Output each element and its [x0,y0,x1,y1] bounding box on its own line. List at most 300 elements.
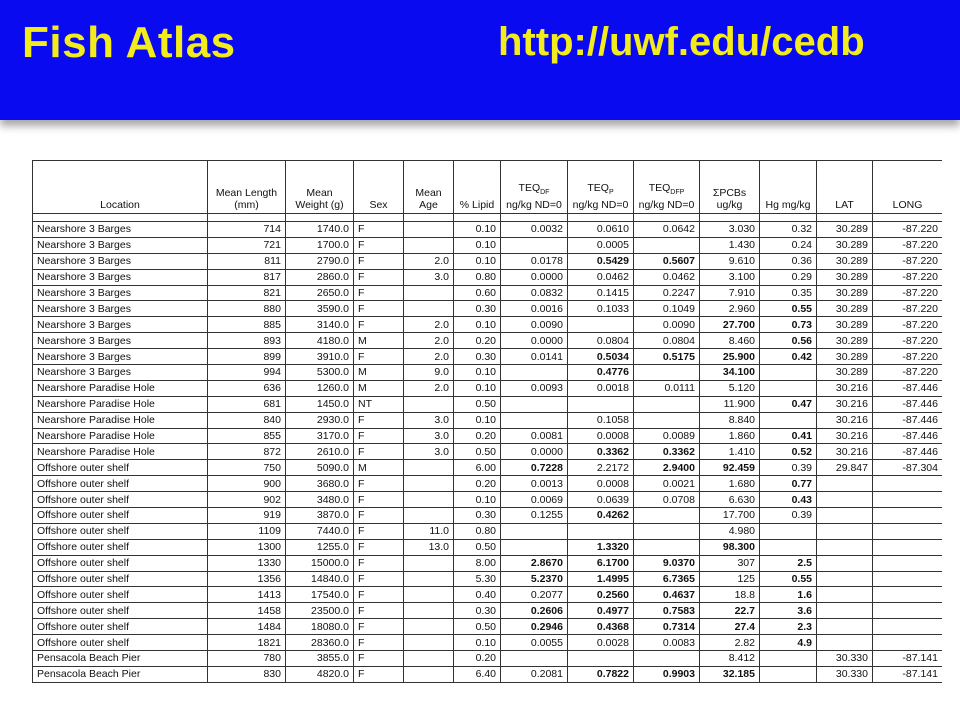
cell-pcbs: 7.910 [700,285,760,301]
cell-lat [817,571,873,587]
table-row [33,476,943,492]
cell-pcbs: 18.8 [700,587,760,603]
cell-lipid: 0.30 [454,349,501,365]
cell-lipid: 0.20 [454,476,501,492]
cell-pcbs: 1.430 [700,237,760,253]
cell-pcbs: 2.82 [700,635,760,651]
cell-weight: 1260.0 [286,380,354,396]
cell-teq-p: 0.0462 [568,269,634,285]
teq-dfp-sub: DFP [670,189,685,196]
cell-long [873,539,943,555]
cell-long [873,619,943,635]
cell-teq-p: 0.0804 [568,333,634,349]
cell-location: Nearshore 3 Barges [33,222,208,238]
teq-df-base: TEQ [518,181,541,194]
cell-age [404,666,454,682]
cell-location: Offshore outer shelf [33,587,208,603]
cell-teq-df [501,396,568,412]
cell-age: 2.0 [404,253,454,269]
cell-length: 1109 [208,523,286,539]
cell-weight: 4820.0 [286,666,354,682]
cell-location: Nearshore 3 Barges [33,317,208,333]
cell-pcbs: 5.120 [700,380,760,396]
cell-hg: 0.24 [760,237,817,253]
cell-age [404,571,454,587]
cell-sex: F [354,412,404,428]
cell-teq-df: 0.0055 [501,635,568,651]
cell-length: 830 [208,666,286,682]
cell-long: -87.220 [873,222,943,238]
cell-location: Pensacola Beach Pier [33,666,208,682]
cell-weight: 1700.0 [286,237,354,253]
cell-long: -87.304 [873,460,943,476]
cell-weight: 3170.0 [286,428,354,444]
cell-long [873,571,943,587]
cell-teq-df [501,523,568,539]
cell-lipid: 0.10 [454,253,501,269]
teq-p-sub: P [608,189,614,196]
cell-teq-df: 0.0090 [501,317,568,333]
cell-teq-dfp [634,523,700,539]
cell-location: Offshore outer shelf [33,460,208,476]
cell-weight: 5090.0 [286,460,354,476]
cell-hg: 0.77 [760,476,817,492]
cell-weight: 17540.0 [286,587,354,603]
cell-teq-p: 0.4977 [568,603,634,619]
cell-age [404,460,454,476]
cell-location: Nearshore 3 Barges [33,301,208,317]
cell-pcbs: 125 [700,571,760,587]
cell-weight: 3855.0 [286,651,354,667]
cell-pcbs: 2.960 [700,301,760,317]
cell-long [873,508,943,524]
cell-weight: 3480.0 [286,492,354,508]
cell-teq-dfp [634,412,700,428]
cell-weight: 18080.0 [286,619,354,635]
cell-pcbs: 1.860 [700,428,760,444]
cell-sex: F [354,571,404,587]
cell-teq-df: 0.1255 [501,508,568,524]
cell-hg: 4.9 [760,635,817,651]
cell-teq-dfp: 2.9400 [634,460,700,476]
cell-age [404,285,454,301]
cell-age [404,603,454,619]
cell-teq-df [501,412,568,428]
cell-teq-dfp: 0.5175 [634,349,700,365]
cell-teq-p: 0.0610 [568,222,634,238]
cell-length: 1484 [208,619,286,635]
cell-location: Offshore outer shelf [33,539,208,555]
cell-pcbs: 3.100 [700,269,760,285]
table-header-row [33,161,943,214]
cell-teq-df [501,237,568,253]
cell-hg: 0.35 [760,285,817,301]
cell-lat [817,492,873,508]
cell-teq-dfp: 0.0083 [634,635,700,651]
cell-teq-dfp: 9.0370 [634,555,700,571]
cell-location: Nearshore Paradise Hole [33,396,208,412]
cell-length: 880 [208,301,286,317]
table-row [33,301,943,317]
cell-long [873,603,943,619]
cell-long: -87.141 [873,666,943,682]
cell-hg: 0.39 [760,508,817,524]
cell-location: Pensacola Beach Pier [33,651,208,667]
table-row [33,539,943,555]
column-header-sex: Sex [354,161,404,214]
cell-pcbs: 1.410 [700,444,760,460]
cell-lat: 30.289 [817,222,873,238]
cell-lipid: 0.20 [454,651,501,667]
cell-sex: F [354,651,404,667]
cell-hg: 0.52 [760,444,817,460]
cell-age [404,396,454,412]
cell-length: 1821 [208,635,286,651]
cell-lat: 30.289 [817,285,873,301]
cell-lipid: 0.40 [454,587,501,603]
teq-dfp-units: ng/kg ND=0 [638,199,695,211]
cell-lipid: 0.10 [454,492,501,508]
cell-age [404,619,454,635]
cell-teq-p: 0.3362 [568,444,634,460]
cell-long [873,523,943,539]
table-row [33,285,943,301]
cell-weight: 2860.0 [286,269,354,285]
cell-teq-p: 0.0018 [568,380,634,396]
cell-teq-dfp [634,651,700,667]
cell-teq-dfp [634,365,700,381]
cell-lipid: 0.10 [454,635,501,651]
cell-lat [817,523,873,539]
cell-hg: 0.47 [760,396,817,412]
cell-hg: 2.3 [760,619,817,635]
cell-teq-dfp: 0.3362 [634,444,700,460]
cell-teq-p [568,317,634,333]
cell-teq-p: 1.4995 [568,571,634,587]
cell-teq-dfp: 0.7314 [634,619,700,635]
cell-lipid: 0.10 [454,412,501,428]
cell-lat: 30.216 [817,380,873,396]
cell-long: -87.446 [873,428,943,444]
cell-long [873,492,943,508]
cell-teq-p: 0.5034 [568,349,634,365]
cell-long [873,476,943,492]
cell-age: 13.0 [404,539,454,555]
cell-lat: 29.847 [817,460,873,476]
cell-pcbs: 1.680 [700,476,760,492]
cell-weight: 15000.0 [286,555,354,571]
cell-teq-dfp: 0.5607 [634,253,700,269]
cell-lipid: 0.80 [454,269,501,285]
cell-sex: F [354,237,404,253]
cell-weight: 14840.0 [286,571,354,587]
teq-p-units: ng/kg ND=0 [572,199,629,211]
cell-age [404,508,454,524]
cell-hg [760,380,817,396]
cell-teq-dfp: 0.0642 [634,222,700,238]
cell-age [404,476,454,492]
cell-lipid: 0.10 [454,237,501,253]
cell-lat: 30.289 [817,349,873,365]
column-header-location: Location [33,161,208,214]
table-row [33,222,943,238]
cell-pcbs: 92.459 [700,460,760,476]
table-row [33,396,943,412]
cell-long: -87.220 [873,253,943,269]
cell-location: Nearshore Paradise Hole [33,444,208,460]
cell-teq-df: 0.7228 [501,460,568,476]
cell-lipid: 0.10 [454,380,501,396]
cell-length: 885 [208,317,286,333]
cell-age [404,222,454,238]
cell-pcbs: 17.700 [700,508,760,524]
cell-long: -87.220 [873,237,943,253]
cell-length: 714 [208,222,286,238]
cell-long: -87.141 [873,651,943,667]
cell-long: -87.446 [873,444,943,460]
cell-sex: F [354,555,404,571]
cell-hg: 0.41 [760,428,817,444]
cell-sex: M [354,365,404,381]
cell-long [873,635,943,651]
column-header-lat: LAT [817,161,873,214]
cell-teq-dfp: 0.9903 [634,666,700,682]
cell-lipid: 0.30 [454,301,501,317]
cell-teq-dfp [634,539,700,555]
cell-lipid: 0.10 [454,222,501,238]
column-header-length: Mean Length (mm) [208,161,286,214]
cell-hg: 3.6 [760,603,817,619]
cell-teq-p: 0.0639 [568,492,634,508]
cell-location: Offshore outer shelf [33,571,208,587]
cell-sex: F [354,349,404,365]
column-header-teq-df [501,161,568,214]
cell-sex: F [354,285,404,301]
cell-age [404,492,454,508]
cell-lat [817,508,873,524]
cell-sex: F [354,269,404,285]
cell-lat [817,539,873,555]
cell-lipid: 0.50 [454,539,501,555]
table-spacer-row [33,214,943,222]
cell-long: -87.220 [873,333,943,349]
table-row [33,666,943,682]
cell-long: -87.220 [873,269,943,285]
cell-pcbs: 8.460 [700,333,760,349]
column-header-pcbs: ΣPCBs ug/kg [700,161,760,214]
cell-weight: 28360.0 [286,635,354,651]
cell-teq-dfp: 0.2247 [634,285,700,301]
cell-teq-dfp: 0.0804 [634,333,700,349]
cell-hg [760,666,817,682]
table-row [33,349,943,365]
table-row [33,317,943,333]
cell-teq-dfp: 0.0462 [634,269,700,285]
cell-teq-p: 0.7822 [568,666,634,682]
cell-pcbs: 4.980 [700,523,760,539]
cell-lipid: 5.30 [454,571,501,587]
cell-teq-df: 0.2606 [501,603,568,619]
data-table-container [32,160,942,695]
cell-weight: 2930.0 [286,412,354,428]
cell-hg: 0.32 [760,222,817,238]
cell-pcbs: 8.840 [700,412,760,428]
cell-location: Offshore outer shelf [33,476,208,492]
cell-sex: NT [354,396,404,412]
cell-age: 2.0 [404,349,454,365]
cell-teq-df: 0.0069 [501,492,568,508]
cell-pcbs: 98.300 [700,539,760,555]
table-row [33,237,943,253]
cell-hg: 2.5 [760,555,817,571]
cell-lat [817,555,873,571]
cell-teq-df [501,365,568,381]
cell-long: -87.446 [873,412,943,428]
cell-long: -87.220 [873,301,943,317]
cell-teq-dfp [634,237,700,253]
cell-location: Offshore outer shelf [33,603,208,619]
cell-age: 3.0 [404,428,454,444]
cell-lat: 30.289 [817,253,873,269]
cell-sex: F [354,587,404,603]
cell-sex: F [354,508,404,524]
cell-location: Nearshore 3 Barges [33,237,208,253]
cell-lat: 30.289 [817,365,873,381]
cell-long: -87.446 [873,380,943,396]
cell-teq-dfp: 0.4637 [634,587,700,603]
cell-weight: 3140.0 [286,317,354,333]
cell-teq-p: 0.1058 [568,412,634,428]
cell-teq-dfp: 6.7365 [634,571,700,587]
cell-teq-df: 0.0000 [501,333,568,349]
cell-sex: M [354,333,404,349]
cell-teq-p: 0.0008 [568,476,634,492]
cell-long: -87.220 [873,349,943,365]
cell-location: Nearshore 3 Barges [33,269,208,285]
cell-length: 840 [208,412,286,428]
cell-lat: 30.330 [817,651,873,667]
cell-pcbs: 25.900 [700,349,760,365]
cell-length: 902 [208,492,286,508]
page-url-link[interactable]: http://uwf.edu/cedb [498,20,865,64]
cell-teq-p: 0.4368 [568,619,634,635]
cell-lipid: 0.20 [454,428,501,444]
table-row [33,444,943,460]
cell-teq-df: 0.0016 [501,301,568,317]
cell-age [404,635,454,651]
cell-lat: 30.216 [817,444,873,460]
cell-length: 899 [208,349,286,365]
cell-age: 2.0 [404,317,454,333]
cell-sex: F [354,666,404,682]
cell-pcbs: 27.4 [700,619,760,635]
cell-sex: F [354,317,404,333]
cell-teq-df: 0.0141 [501,349,568,365]
cell-teq-p: 0.0008 [568,428,634,444]
table-row [33,508,943,524]
cell-location: Offshore outer shelf [33,523,208,539]
cell-teq-df: 0.0000 [501,444,568,460]
teq-df-sub: DF [540,189,550,196]
cell-teq-df: 2.8670 [501,555,568,571]
cell-teq-df: 0.0178 [501,253,568,269]
cell-location: Nearshore 3 Barges [33,349,208,365]
cell-teq-df: 0.0093 [501,380,568,396]
cell-hg [760,365,817,381]
table-row [33,460,943,476]
cell-teq-p [568,651,634,667]
cell-lipid: 6.00 [454,460,501,476]
cell-lipid: 0.60 [454,285,501,301]
cell-age [404,301,454,317]
cell-lat: 30.216 [817,396,873,412]
cell-age [404,587,454,603]
cell-hg: 0.29 [760,269,817,285]
column-header-hg: Hg mg/kg [760,161,817,214]
cell-teq-df: 0.0832 [501,285,568,301]
cell-location: Offshore outer shelf [33,619,208,635]
cell-lipid: 0.10 [454,365,501,381]
teq-p-base: TEQ [587,181,609,194]
cell-pcbs: 9.610 [700,253,760,269]
cell-teq-df: 0.0013 [501,476,568,492]
fish-data-table [32,160,942,683]
teq-df-units: ng/kg ND=0 [506,199,562,211]
cell-teq-dfp: 0.1049 [634,301,700,317]
cell-location: Offshore outer shelf [33,635,208,651]
table-row [33,523,943,539]
cell-pcbs: 8.412 [700,651,760,667]
cell-length: 811 [208,253,286,269]
cell-weight: 23500.0 [286,603,354,619]
cell-length: 681 [208,396,286,412]
cell-sex: F [354,603,404,619]
cell-length: 636 [208,380,286,396]
table-row [33,603,943,619]
cell-lat: 30.289 [817,237,873,253]
cell-lat: 30.330 [817,666,873,682]
cell-hg: 0.36 [760,253,817,269]
cell-teq-df [501,651,568,667]
cell-pcbs: 27.700 [700,317,760,333]
cell-age [404,237,454,253]
cell-teq-p: 0.1415 [568,285,634,301]
cell-hg: 0.55 [760,571,817,587]
cell-hg [760,651,817,667]
cell-hg: 0.73 [760,317,817,333]
cell-weight: 3590.0 [286,301,354,317]
cell-long: -87.220 [873,365,943,381]
cell-long: -87.220 [873,285,943,301]
cell-length: 1356 [208,571,286,587]
cell-teq-p: 0.5429 [568,253,634,269]
cell-weight: 7440.0 [286,523,354,539]
cell-lipid: 0.50 [454,444,501,460]
column-header-age: Mean Age [404,161,454,214]
cell-age: 3.0 [404,412,454,428]
table-row [33,253,943,269]
cell-teq-p [568,396,634,412]
cell-teq-p: 0.0005 [568,237,634,253]
cell-hg [760,523,817,539]
column-header-lipid: % Lipid [454,161,501,214]
cell-lat [817,619,873,635]
cell-hg [760,412,817,428]
cell-length: 994 [208,365,286,381]
cell-teq-p: 1.3320 [568,539,634,555]
cell-age [404,651,454,667]
cell-weight: 1255.0 [286,539,354,555]
